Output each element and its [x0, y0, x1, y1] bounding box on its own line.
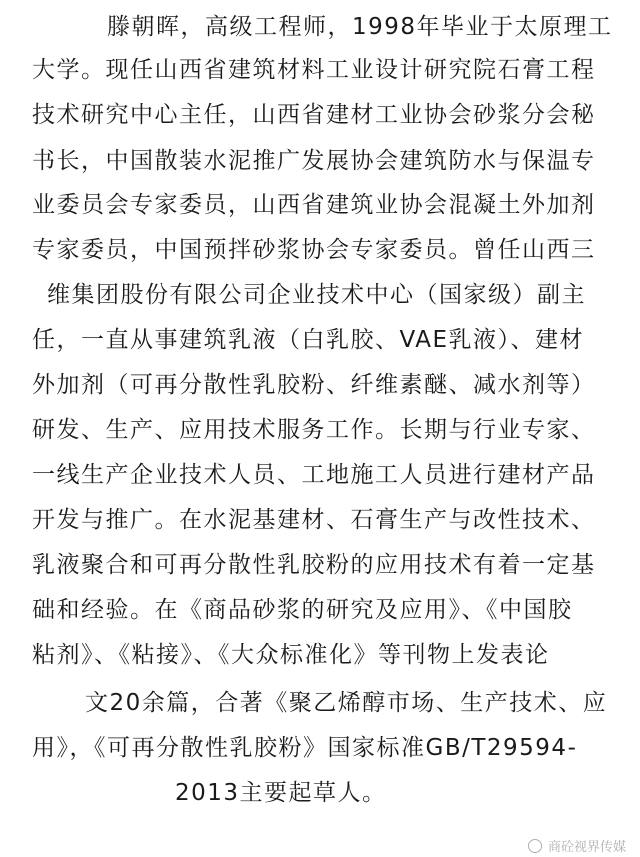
text-line: 一线生产企业技术人员、工地施工人员进行建材产品 [32, 462, 596, 488]
text-line: 书长，中国散装水泥推广发展协会建筑防水与保温专 [32, 148, 596, 174]
watermark-text: 商砼视界传媒 [547, 840, 626, 855]
text-line: 业委员会专家委员，山西省建筑业协会混凝土外加剂 [32, 192, 596, 218]
text-line: 础和经验。在《商品砂浆的研究及应用》、《中国胶 [32, 597, 573, 623]
text-line: 维集团股份有限公司企业技术中心（国家级）副主 [47, 282, 586, 308]
text-line: 研发、生产、应用技术服务工作。长期与行业专家、 [32, 417, 596, 443]
text-line: 大学。现任山西省建筑材料工业设计研究院石膏工程 [32, 57, 596, 83]
text-line: 开发与推广。在水泥基建材、石膏生产与改性技术、 [32, 507, 596, 533]
text-line: 外加剂（可再分散性乳胶粉、纤维素醚、减水剂等） [32, 372, 596, 398]
text-line: 粘剂》、《粘接》、《大众标准化》等刊物上发表论 [32, 642, 550, 668]
text-line: 用》，《可再分散性乳胶粉》国家标准GB/T29594- [32, 735, 578, 761]
watermark [528, 836, 626, 855]
text-line: 专家委员，中国预拌砂浆协会专家委员。曾任山西三 [32, 237, 596, 263]
text-line: 文20余篇，合著《聚乙烯醇市场、生产技术、应 [85, 690, 608, 716]
text-line: 2013主要起草人。 [175, 780, 387, 806]
text-line: 乳液聚合和可再分散性乳胶粉的应用技术有着一定基 [32, 552, 596, 578]
text-line: 技术研究中心主任，山西省建材工业协会砂浆分会秘 [32, 102, 596, 128]
wechat-icon [528, 839, 542, 853]
text-line: 任，一直从事建筑乳液（白乳胶、VAE乳液）、建材 [32, 327, 585, 353]
text-line: 滕朝晖，高级工程师，1998年毕业于太原理工 [107, 14, 613, 40]
